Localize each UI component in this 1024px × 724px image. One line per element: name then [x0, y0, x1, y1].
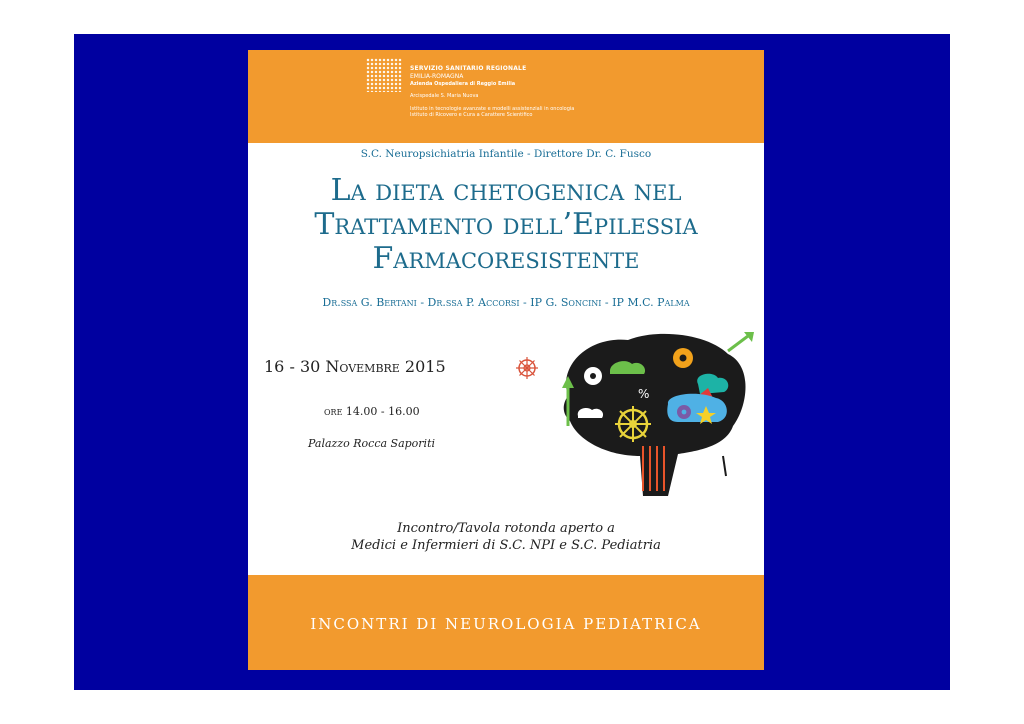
ship-wheel-icon: [513, 356, 541, 380]
gear-icon: [677, 405, 691, 419]
title-line-2: Trattamento dell’Epilessia: [314, 207, 698, 242]
brain-illustration: [548, 326, 758, 496]
series-title: INCONTRI DI NEUROLOGIA PEDIATRICA: [310, 615, 702, 633]
authors-line: Dr.ssa G. Bertani - Dr.ssa P. Accorsi - IP G. Soncini - IP M.C. Palma: [322, 296, 690, 309]
arrow-icon: [728, 336, 748, 351]
title-line-3: Farmacoresistente: [372, 241, 640, 276]
header-band: [248, 50, 764, 143]
percent-icon: %: [638, 387, 650, 401]
gear-icon: [584, 367, 602, 385]
title-line-1: La dieta chetogenica nel: [330, 173, 682, 208]
department-line: S.C. Neuropsichiatria Infantile - Direttore Dr. C. Fusco: [360, 148, 652, 160]
event-poster: [248, 50, 764, 670]
logo-dots-icon: [366, 58, 402, 92]
plug-cable: [723, 456, 726, 476]
event-time: ore 14.00 - 16.00: [324, 405, 420, 418]
org-line-4: Arcispedale S. Maria Nuova: [410, 93, 479, 99]
org-line-6: Istituto di Ricovero e Cura a Carattere Scientifico: [410, 112, 533, 118]
gear-icon: [673, 348, 693, 368]
footer-band: [248, 575, 764, 670]
cloud-icon: [578, 408, 603, 418]
ship-wheel-icon: [615, 406, 651, 442]
event-description: [248, 520, 764, 554]
organization-block: [410, 65, 574, 118]
description-line-1: Incontro/Tavola rotonda aperto a: [397, 521, 615, 536]
event-date: 16 - 30 Novembre 2015: [264, 357, 446, 376]
org-line-2: EMILIA-ROMAGNA: [410, 73, 464, 80]
poster-title: [248, 174, 764, 276]
org-line-5: Istituto in tecnologie avanzate e modelli assistenziali in oncologia: [410, 106, 575, 112]
org-line-3: Azienda Ospedaliera di Reggio Emilia: [410, 81, 516, 87]
org-line-1: SERVIZIO SANITARIO REGIONALE: [410, 65, 527, 72]
event-venue: Palazzo Rocca Saporiti: [308, 437, 436, 450]
description-line-2: Medici e Infermieri di S.C. NPI e S.C. Pediatria: [351, 538, 661, 553]
